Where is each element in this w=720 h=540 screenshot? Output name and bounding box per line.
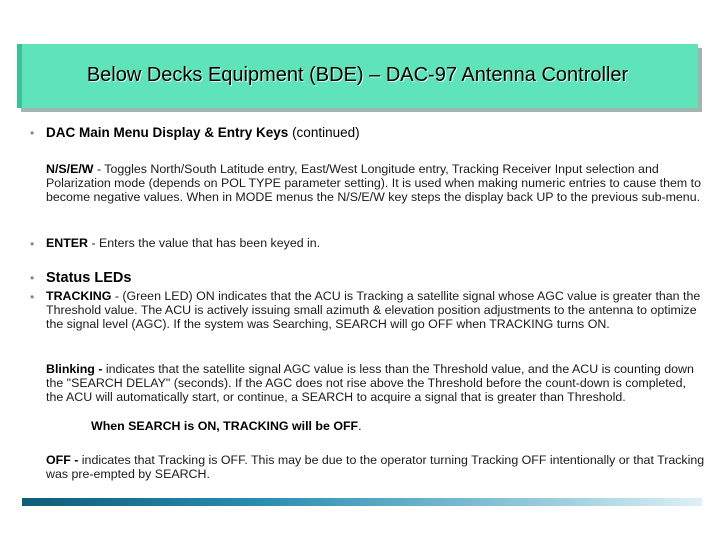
page-title: Below Decks Equipment (BDE) – DAC-97 Antenna Controller <box>86 64 629 86</box>
bullet-marker: • <box>30 290 35 304</box>
tracking-label: TRACKING <box>46 289 112 303</box>
blinking-paragraph <box>46 363 706 404</box>
bullet-marker: • <box>30 271 35 285</box>
search-note-end: . <box>358 419 362 433</box>
title-banner <box>17 44 698 108</box>
blinking-text: indicates that the satellite signal AGC value is less than the Threshold value, and the ACU is counting down the "SEARCH DELAY" (seconds). If the AGC does not rise above the Threshold before the count-down is completed, the ACU will automatically start, or continue, a SEARCH to acquire a signal that is greater than Threshold. <box>46 362 694 404</box>
nsew-text: - Toggles North/South Latitude entry, East/West Longitude entry, Tracking Receiver Input selection and Polarization mode (depends on POL TYPE parameter setting). It is used when making numeric entries to cause them to become negative values. When in MODE menus the N/S/E/W key steps the display back UP to the previous sub-menu. <box>46 162 701 204</box>
tracking-text: - (Green LED) ON indicates that the ACU is Tracking a satellite signal whose AGC value is greater than the Threshold value. The ACU is actively issuing small azimuth & elevation position adjustments to the antenna to optimize the signal level (AGC). If the system was Searching, SEARCH will go OFF when TRACKING turns ON. <box>46 289 701 331</box>
blinking-label: Blinking - <box>46 362 103 376</box>
enter-paragraph <box>46 237 706 251</box>
nsew-label: N/S/E/W <box>46 162 94 176</box>
heading-text: DAC Main Menu Display & Entry Keys <box>46 125 289 140</box>
bullet-marker: • <box>30 126 35 140</box>
section-heading-main-menu <box>46 125 360 140</box>
bottom-gradient-bar <box>22 498 702 506</box>
off-label: OFF - <box>46 453 79 467</box>
off-paragraph <box>46 454 706 482</box>
tracking-paragraph <box>46 290 706 331</box>
enter-label: ENTER <box>46 236 88 250</box>
section-heading-status-leds: Status LEDs <box>46 270 132 286</box>
heading-continued: (continued) <box>288 125 360 140</box>
search-note-text: When SEARCH is ON, TRACKING will be OFF <box>91 419 359 433</box>
nsew-paragraph <box>46 163 706 204</box>
bullet-marker: • <box>30 237 35 251</box>
enter-text: - Enters the value that has been keyed in. <box>88 236 321 250</box>
search-note <box>91 419 362 433</box>
off-text: indicates that Tracking is OFF. This may be due to the operator turning Tracking OFF intentionally or that Tracking was pre-empted by SEARCH. <box>46 453 705 481</box>
